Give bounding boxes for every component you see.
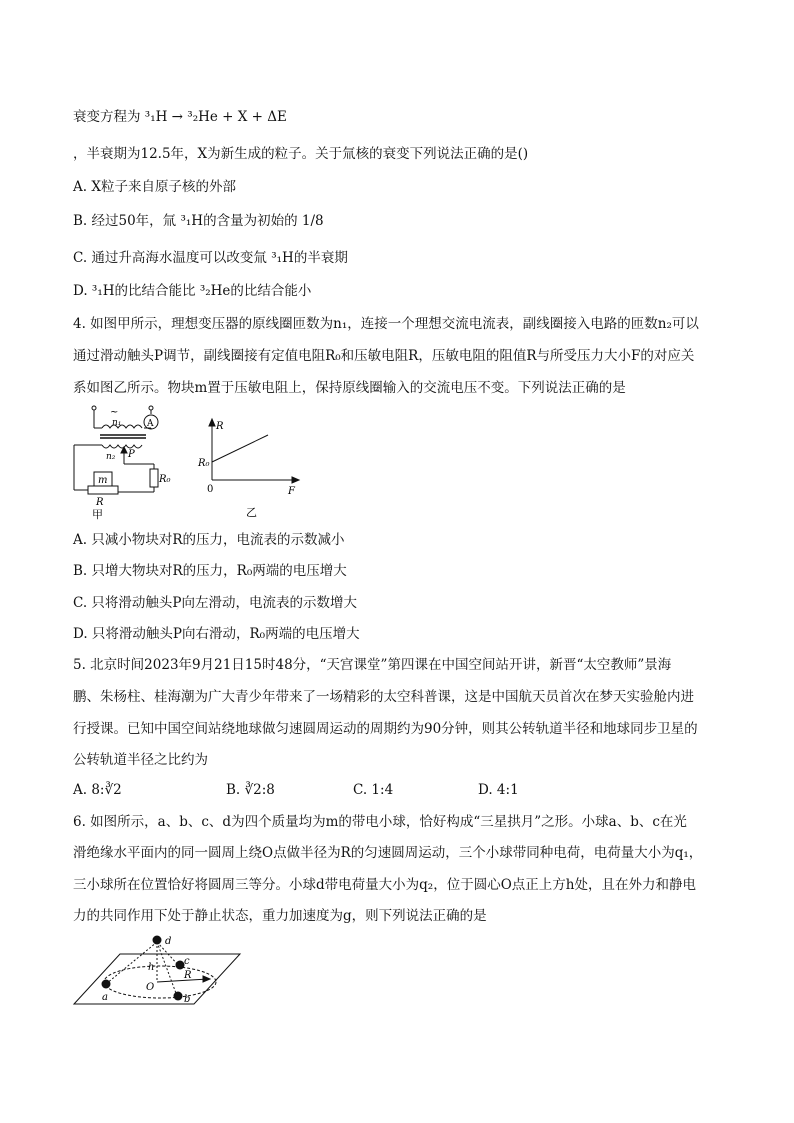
q6-stem-line-3: 三小球所在位置恰好将圆周三等分。小球d带电荷量大小为q₂，位于圆心O点正上方h处，且在外力和静电	[73, 877, 696, 893]
graph-intercept-label: R₀	[198, 458, 210, 469]
q5-stem-line-2: 鹏、朱杨柱、桂海潮为广大青少年带来了一场精彩的太空科普课，这是中国航天员首次在梦天实验舱内进	[73, 689, 694, 705]
q4-stem-line-3: 系如图乙所示。物块m置于压敏电阻上，保持原线圈输入的交流电压不变。下列说法正确的是	[73, 380, 626, 396]
q5-option-a: A. 8:∛2	[73, 782, 122, 798]
ammeter-label: A	[147, 419, 154, 429]
circuit-tilde-label: ~	[110, 407, 119, 418]
resistor-r0-label: R₀	[159, 474, 171, 485]
q5-stem-line-1: 5. 北京时间2023年9月21日15时48分，“天宫课堂”第四课在中国空间站开讲，新晋“太空教师”景海	[73, 657, 672, 673]
height-h-label: h	[148, 962, 155, 973]
q4-option-c: C. 只将滑动触头P向左滑动，电流表的示数增大	[73, 595, 358, 611]
q5-option-b: B. ∛2:8	[226, 782, 275, 798]
q4-option-b: B. 只增大物块对R的压力，R₀两端的电压增大	[73, 563, 347, 579]
q6-stem-line-4: 力的共同作用下处于静止状态，重力加速度为g，则下列说法正确的是	[73, 908, 487, 924]
q4-stem-line-2: 通过滑动触头P调节，副线圈接有定值电阻R₀和压敏电阻R，压敏电阻的阻值R与所受压力大小F的对应关	[73, 348, 695, 364]
q6-stem-line-1: 6. 如图所示，a、b、c、d为四个质量均为m的带电小球，恰好构成“三星拱月”之形。小球a、b、c在光	[73, 814, 687, 830]
q4-stem-line-1: 4. 如图甲所示，理想变压器的原线圈匝数为n₁，连接一个理想交流电流表，副线圈接入电路的匝数n₂可以	[73, 316, 699, 332]
graph-origin-label: 0	[207, 484, 214, 495]
n1-label: n₁	[112, 418, 122, 428]
q3-option-d: D. ³₁H的比结合能比 ³₂He的比结合能小	[73, 283, 312, 299]
q4-option-d: D. 只将滑动触头P向右滑动，R₀两端的电压增大	[73, 626, 360, 642]
q3-option-a: A. X粒子来自原子核的外部	[73, 179, 236, 195]
q4-figure-graph	[196, 416, 308, 520]
q4-figure-circuit	[66, 402, 176, 520]
q3-option-b: B. 经过50年，氚 ³₁H的含量为初始的 1/8	[73, 213, 324, 229]
figure-jia-caption: 甲	[92, 508, 103, 520]
q5-stem-line-4: 公转轨道半径之比约为	[73, 752, 208, 768]
q3-stem: ，半衰期为12.5年，X为新生成的粒子。关于氚核的衰变下列说法正确的是()	[73, 146, 529, 162]
radius-r-label: R	[184, 970, 192, 981]
q5-option-d: D. 4:1	[478, 782, 519, 798]
center-o-label: O	[146, 982, 155, 993]
n2-label: n₂	[106, 452, 116, 462]
ball-c-label: c	[184, 956, 190, 967]
ball-a-label: a	[102, 992, 108, 1003]
graph-y-label: R	[216, 421, 224, 432]
q5-stem-line-3: 行授课。已知中国空间站绕地球做匀速圆周运动的周期约为90分钟，则其公转轨道半径和地球同步卫星的	[73, 721, 698, 737]
block-m-label: m	[98, 475, 108, 486]
q5-options-row	[73, 780, 723, 800]
q5-option-c: C. 1:4	[353, 782, 394, 798]
ball-d-label: d	[165, 936, 172, 947]
q6-figure-three-stars	[72, 932, 244, 1010]
slider-p-label: P	[128, 449, 135, 460]
resistor-r-label: R	[96, 497, 104, 508]
q4-option-a: A. 只减小物块对R的压力，电流表的示数减小	[73, 532, 345, 548]
q6-stem-line-2: 滑绝缘水平面内的同一圆周上绕O点做半径为R的匀速圆周运动，三个小球带同种电荷，电荷量大小为q₁，	[73, 845, 703, 861]
graph-x-label: F	[288, 486, 295, 497]
ball-b-label: b	[184, 994, 191, 1005]
q3-option-c: C. 通过升高海水温度可以改变氚 ³₁H的半衰期	[73, 250, 348, 266]
q3-equation-line: 衰变方程为 ³₁H → ³₂He + X + ΔE	[73, 109, 287, 125]
figure-yi-caption: 乙	[246, 506, 257, 519]
